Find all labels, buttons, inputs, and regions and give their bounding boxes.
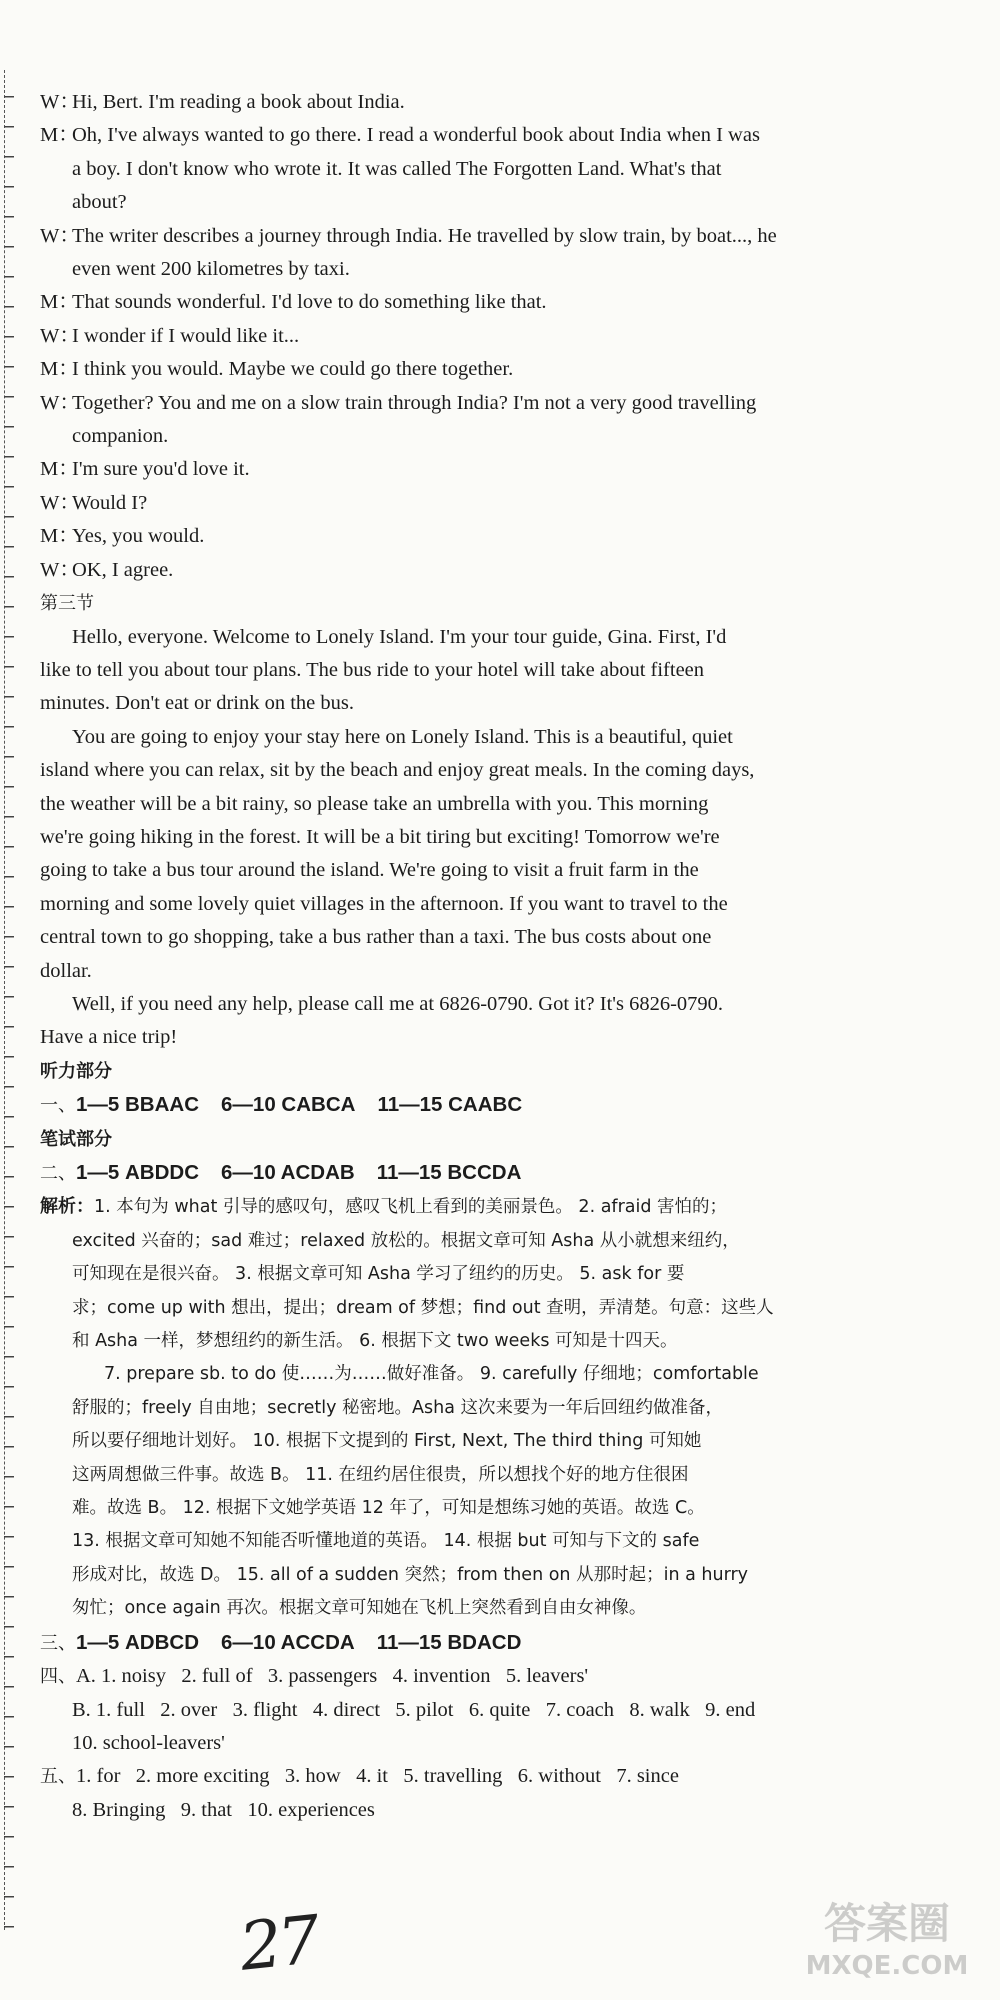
listening-heading: 听力部分: [40, 1060, 112, 1082]
dialogue-text: even went 200 kilometres by taxi.: [72, 258, 350, 281]
speaker-label: M：: [40, 124, 79, 147]
passage: [40, 621, 960, 1055]
explanation-line: 13. 根据文章可知她不知能否听懂地道的英语。 14. 根据 but 可知与下文的 safe: [72, 1531, 700, 1552]
dialogue-text: Hi, Bert. I'm reading a book about India.: [72, 91, 405, 113]
dialogue-text: about?: [72, 191, 127, 214]
dialogue-text: I think you would. Maybe we could go there together.: [72, 358, 514, 381]
dialogue-text: Together? You and me on a slow train through India? I'm not a very good travelling: [72, 391, 757, 414]
explanation-line: excited 兴奋的；sad 难过；relaxed 放松的。根据文章可知 Asha 从小就想来纽约，: [72, 1230, 740, 1251]
dialogue-line: [40, 253, 960, 286]
dialogue-line: [40, 387, 960, 420]
speaker-label: W：: [40, 324, 80, 347]
passage-line: You are going to enjoy your stay here on Lonely Island. This is a beautiful, quiet: [72, 725, 733, 748]
dialogue-line: [40, 186, 960, 219]
answer-prefix: 二、: [40, 1163, 76, 1184]
part5-line1: 五、1. for 2. more exciting 3. how 4. it 5. travelling 6. without 7. since: [40, 1765, 679, 1788]
watermark-logo: [792, 1886, 982, 1986]
part3-answers: 三、1—5 ADBCD 6—10 ACCDA 11—15 BDACD: [40, 1630, 522, 1654]
passage-line: Hello, everyone. Welcome to Lonely Island. I'm your tour guide, Gina. First, I'd: [72, 625, 727, 648]
passage-line: minutes. Don't eat or drink on the bus.: [40, 692, 354, 715]
dialogue-text: Yes, you would.: [72, 525, 205, 548]
speaker-label: W：: [40, 91, 80, 113]
part5-line2: 8. Bringing 9. that 10. experiences: [72, 1798, 375, 1821]
passage-line: Have a nice trip!: [40, 1026, 178, 1049]
binding-margin: [4, 70, 19, 1930]
answer-prefix: 三、: [40, 1632, 76, 1654]
page-number-handwritten: 27: [236, 1901, 320, 1986]
explanation-line: 舒服的；freely 自由地；secretly 秘密地。Asha 这次来要为一年后回纽约做准备，: [72, 1397, 723, 1418]
dialogue-text: OK, I agree.: [72, 558, 174, 581]
dialogue-text: I'm sure you'd love it.: [72, 458, 250, 481]
speaker-label: M：: [40, 291, 79, 314]
answer-prefix: 一、: [40, 1095, 76, 1117]
passage-line: like to tell you about tour plans. The bus ride to your hotel will take about fifteen: [40, 658, 705, 681]
passage-line: island where you can relax, sit by the beach and enjoy great meals. In the coming days,: [40, 759, 755, 782]
dialogue-line: [40, 554, 960, 587]
part2-answers: 二、1—5 ABDDC 6—10 ACDAB 11—15 BCCDA: [40, 1161, 522, 1184]
passage-line: morning and some lovely quiet villages in the afternoon. If you want to travel to the: [40, 892, 728, 915]
dialogue-line: [40, 220, 960, 253]
dialogue-text: The writer describes a journey through India. He travelled by slow train, by boat..., he: [72, 224, 777, 247]
part4-a-line: 四、A. 1. noisy 2. full of 3. passengers 4. invention 5. leavers': [40, 1665, 589, 1688]
dialogue: [40, 86, 960, 587]
dialogue-line: [40, 520, 960, 553]
speaker-label: W：: [40, 391, 80, 414]
explanation-line: 求；come up with 想出，提出；dream of 梦想；find out 查明，弄清楚。句意：这些人: [72, 1297, 774, 1318]
part5-answers: [40, 1760, 960, 1827]
speaker-label: W：: [40, 558, 80, 581]
dialogue-line: [40, 487, 960, 520]
passage-line: going to take a bus tour around the island. We're going to visit a fruit farm in the: [40, 859, 699, 882]
explanation-line: 所以要仔细地计划好。 10. 根据下文提到的 First, Next, The third thing 可知她: [72, 1431, 702, 1452]
speaker-label: M：: [40, 358, 79, 381]
dialogue-line: [40, 286, 960, 319]
explanation-line: 难。故选 B。 12. 根据下文她学英语 12 年了，可知是想练习她的英语。故选 C。: [72, 1498, 705, 1519]
writing-heading: 笔试部分: [40, 1128, 112, 1150]
explanation-line: 可知现在是很兴奋。 3. 根据文章可知 Asha 学习了纽约的历史。 5. ask for 要: [72, 1264, 685, 1285]
dialogue-text: Oh, I've always wanted to go there. I read a wonderful book about India when I was: [72, 124, 760, 147]
part4-b-cont: 10. school-leavers': [72, 1731, 225, 1754]
explanation-line: 这两周想做三件事。故选 B。 11. 在纽约居住很贵，所以想找个好的地方住很困: [72, 1464, 689, 1485]
dialogue-line: [40, 153, 960, 186]
passage-line: dollar.: [40, 959, 92, 982]
speaker-label: W：: [40, 224, 80, 247]
dialogue-line: [40, 420, 960, 453]
part4-b-line: B. 1. full 2. over 3. flight 4. direct 5. pilot 6. quite 7. coach 8. walk 9. end: [72, 1698, 756, 1721]
answer-page: [40, 86, 960, 1827]
dialogue-line: [40, 320, 960, 353]
passage-line: the weather will be a bit rainy, so please take an umbrella with you. This morning: [40, 792, 709, 815]
dialogue-line: [40, 119, 960, 152]
explanation-line: 7. prepare sb. to do 使……为……做好准备。 9. carefully 仔细地；comfortable: [104, 1364, 759, 1385]
speaker-label: W：: [40, 491, 80, 514]
passage-line: Well, if you need any help, please call me at 6826-0790. Got it? It's 6826-0790.: [72, 992, 724, 1015]
dialogue-text: Would I?: [72, 491, 148, 514]
explanation-line: 形成对比，故选 D。 15. all of a sudden 突然；from then on 从那时起；in a hurry: [72, 1564, 749, 1585]
speaker-label: M：: [40, 525, 79, 548]
dialogue-text: a boy. I don't know who wrote it. It was called The Forgotten Land. What's that: [72, 157, 722, 180]
dialogue-text: I wonder if I would like it...: [72, 324, 300, 347]
dialogue-line: [40, 86, 960, 119]
explanation-line: 和 Asha 一样，梦想纽约的新生活。 6. 根据下文 two weeks 可知是十四天。: [72, 1331, 678, 1352]
speaker-label: M：: [40, 458, 79, 481]
explanation-line: 解析：1. 本句为 what 引导的感叹句，感叹飞机上看到的美丽景色。 2. afraid 害怕的；: [40, 1196, 728, 1218]
listening-answers: 一、1—5 BBAAC 6—10 CABCA 11—15 CAABC: [40, 1093, 523, 1117]
passage-line: central town to go shopping, take a bus rather than a taxi. The bus costs about one: [40, 926, 712, 949]
part4-answers: [40, 1660, 960, 1760]
dialogue-text: That sounds wonderful. I'd love to do something like that.: [72, 291, 547, 314]
watermark-url: MXQE.COM: [805, 1951, 969, 1981]
dialogue-line: [40, 453, 960, 486]
explanation-line: 匆忙；once again 再次。根据文章可知她在飞机上突然看到自由女神像。: [72, 1598, 647, 1619]
dialogue-text: companion.: [72, 425, 169, 448]
watermark-title: 答案圈: [823, 1899, 951, 1948]
dialogue-line: [40, 353, 960, 386]
section-3-title: 第三节: [40, 593, 94, 615]
explanation: [40, 1190, 960, 1625]
passage-line: we're going hiking in the forest. It will be a bit tiring but exciting! Tomorrow we're: [40, 825, 720, 848]
